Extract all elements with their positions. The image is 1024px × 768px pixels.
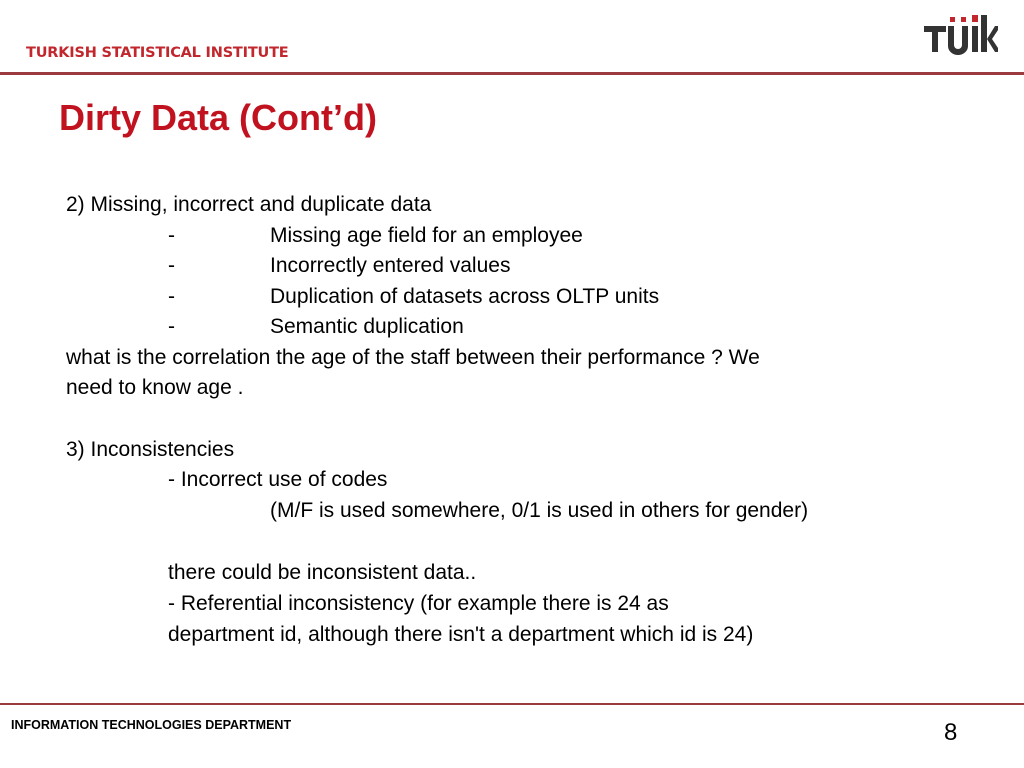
body-line: Semantic duplication	[270, 315, 464, 338]
body-line: Incorrectly entered values	[270, 254, 511, 277]
organization-name: TURKISH STATISTICAL INSTITUTE	[26, 45, 289, 61]
bullet-marker: -	[168, 254, 175, 277]
footer-divider	[0, 703, 1024, 705]
body-line: 2) Missing, incorrect and duplicate data	[66, 193, 432, 216]
page-number: 8	[944, 719, 958, 746]
footer-department: INFORMATION TECHNOLOGIES DEPARTMENT	[11, 718, 292, 732]
body-line: need to know age .	[66, 376, 244, 399]
bullet-marker: -	[168, 224, 175, 247]
tuik-logo	[924, 14, 998, 56]
body-line: there could be inconsistent data..	[168, 561, 477, 584]
bullet-marker: -	[168, 315, 175, 338]
body-line: Missing age field for an employee	[270, 224, 583, 247]
body-line: - Incorrect use of codes	[168, 468, 388, 491]
header-divider	[0, 72, 1024, 75]
body-line: department id, although there isn't a department which id is 24)	[168, 623, 754, 646]
body-line: (M/F is used somewhere, 0/1 is used in others for gender)	[270, 499, 809, 522]
body-line: - Referential inconsistency (for example there is 24 as	[168, 592, 669, 615]
body-line: 3) Inconsistencies	[66, 438, 235, 461]
body-line: what is the correlation the age of the staff between their performance ? We	[66, 346, 760, 369]
bullet-marker: -	[168, 285, 175, 308]
slide-title: Dirty Data (Cont’d)	[59, 97, 377, 138]
body-line: Duplication of datasets across OLTP units	[270, 285, 660, 308]
